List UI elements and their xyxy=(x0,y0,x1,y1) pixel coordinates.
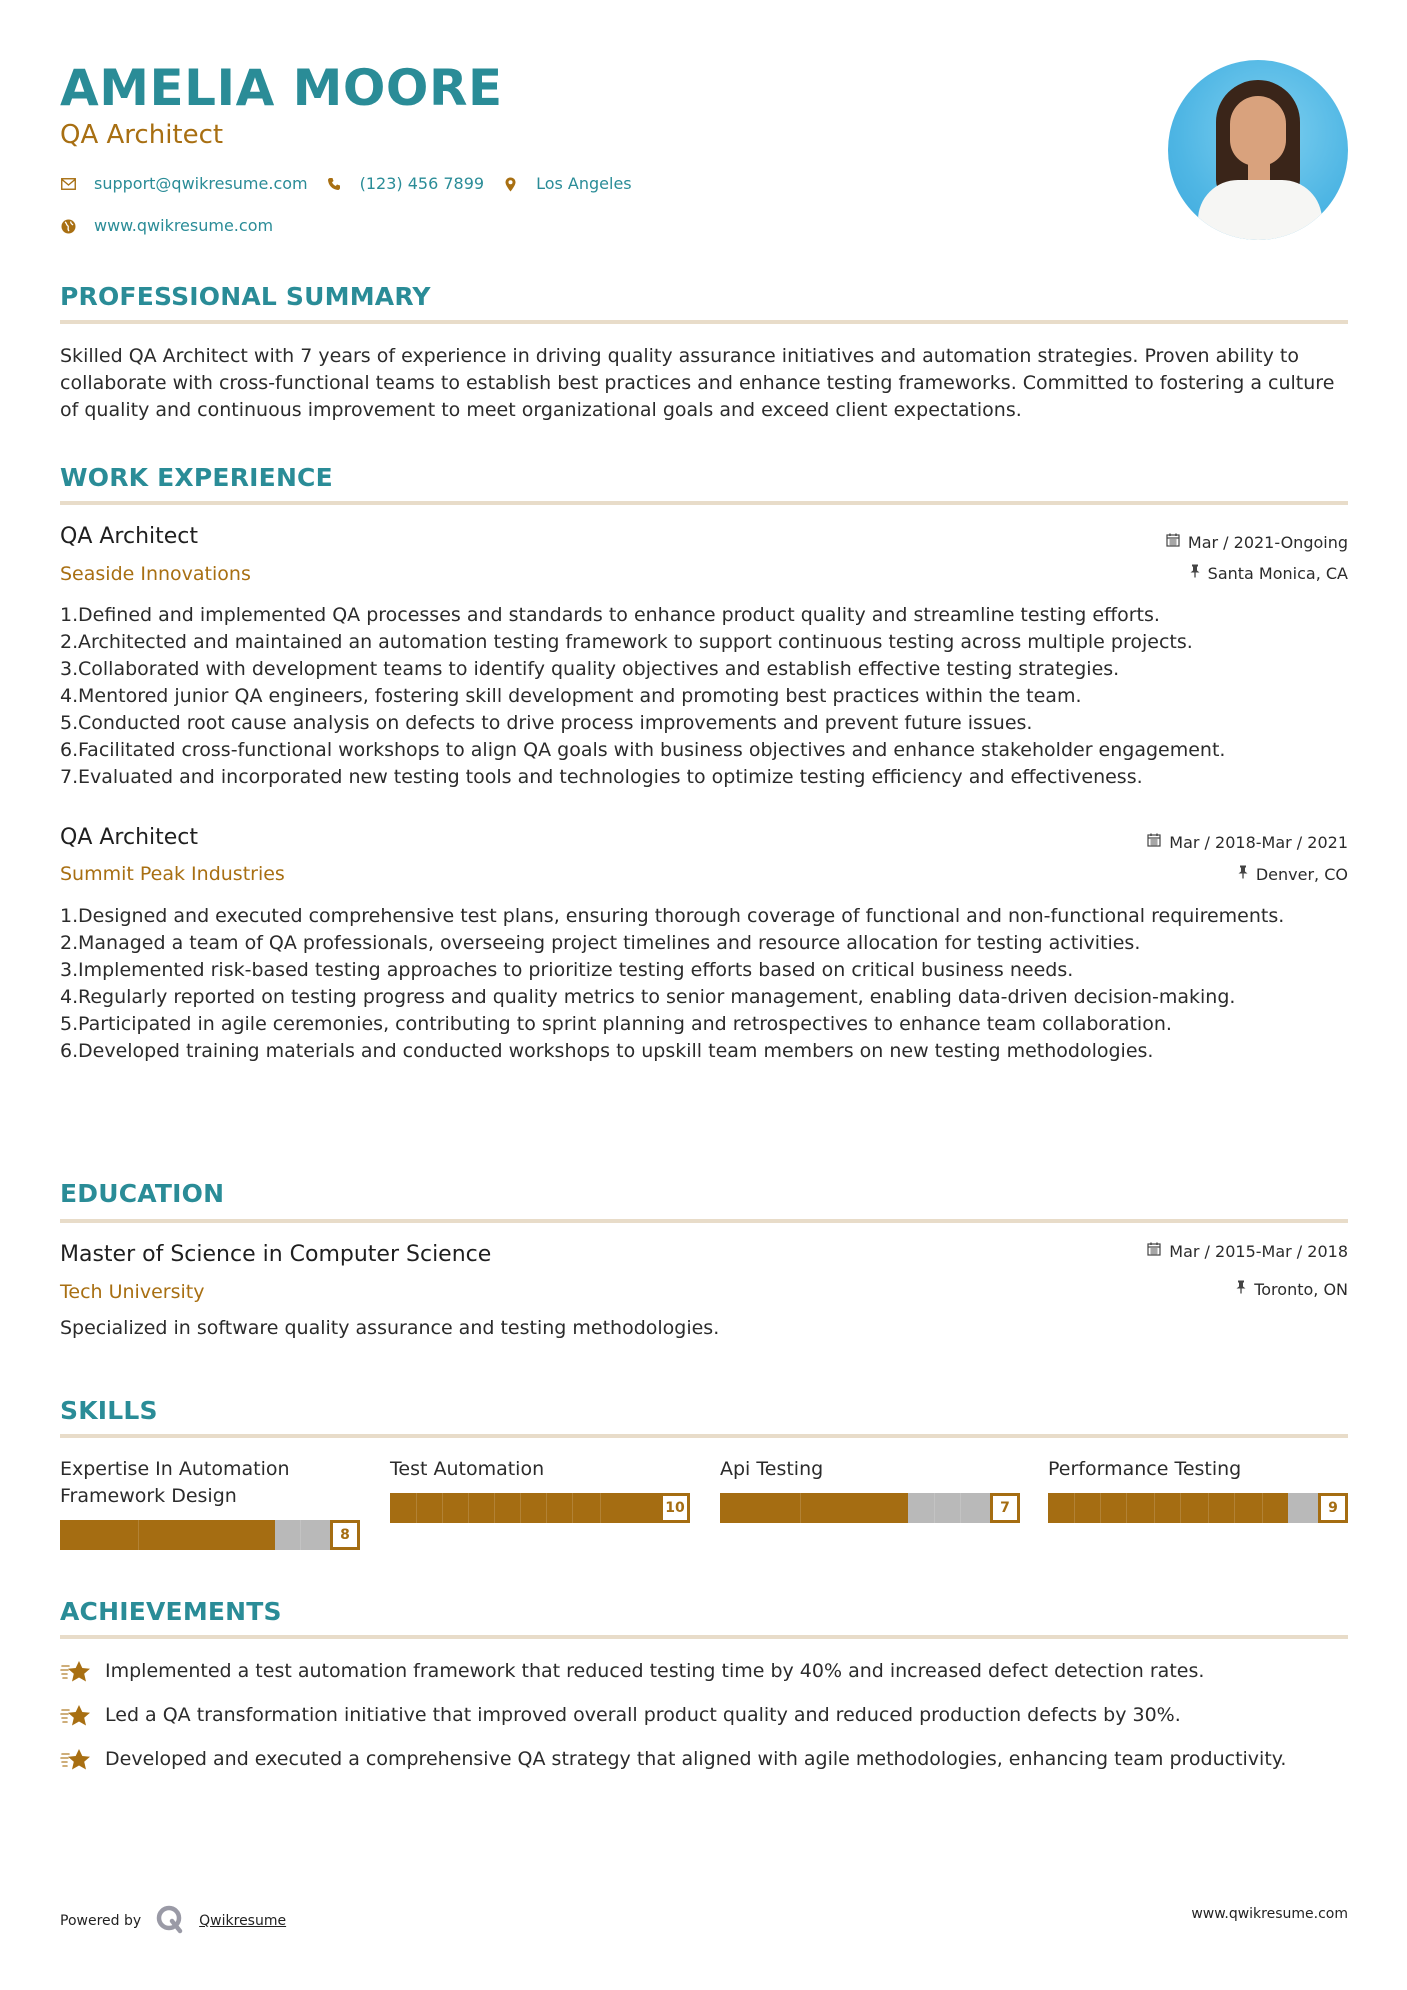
list-item: 1. Designed and executed comprehensive test plans, ensuring thorough coverage of functional and non-functional requirements. xyxy=(60,905,1285,927)
contact-row xyxy=(60,172,650,196)
list-item: 2. Managed a team of QA professionals, overseeing project timelines and resource allocation for testing activities. xyxy=(60,932,1141,954)
job-title: QA Architect xyxy=(60,524,199,549)
list-item: 5. Conducted root cause analysis on defects to drive process improvements and prevent future issues. xyxy=(60,712,1033,734)
skill-item xyxy=(1048,1456,1348,1516)
job-title: QA Architect xyxy=(60,825,199,850)
calendar-icon xyxy=(1166,532,1180,554)
envelope-icon xyxy=(60,176,76,192)
education-dates: Mar / 2015-Mar / 2018 xyxy=(1147,1241,1348,1263)
location-text: Los Angeles xyxy=(536,174,632,193)
section-heading-experience: WORK EXPERIENCE xyxy=(60,463,333,492)
education-location: Toronto, ON xyxy=(1236,1279,1348,1301)
skill-label: Api Testing xyxy=(720,1458,824,1480)
list-item: 3. Collaborated with development teams to identify quality objectives and establish effective testing strategies. xyxy=(60,658,1120,680)
skill-rating-bar xyxy=(1048,1493,1348,1523)
skill-item xyxy=(720,1456,1020,1516)
section-divider xyxy=(60,320,1348,324)
email-text[interactable]: support@qwikresume.com xyxy=(94,174,308,193)
star-achievement-icon xyxy=(60,1746,92,1773)
list-item: 7. Evaluated and incorporated new testing tools and technologies to optimize testing efficiency and effectiveness. xyxy=(60,766,1143,788)
phone-text[interactable]: (123) 456 7899 xyxy=(359,174,485,193)
list-item: 5. Participated in agile ceremonies, contributing to sprint planning and retrospectives to enhance team collaboration. xyxy=(60,1013,1172,1035)
qwikresume-link[interactable]: Qwikresume xyxy=(199,1913,287,1929)
skill-score: 8 xyxy=(330,1520,360,1550)
skill-score: 9 xyxy=(1318,1493,1348,1523)
profile-photo xyxy=(1168,60,1348,240)
globe-icon xyxy=(60,218,76,234)
powered-by-label: Powered by xyxy=(60,1913,142,1929)
section-divider xyxy=(60,1219,1348,1223)
pushpin-icon xyxy=(1190,563,1200,585)
phone-icon xyxy=(326,176,342,192)
achievement-text: Implemented a test automation framework that reduced testing time by 40% and increased defect detection rates. xyxy=(105,1660,1205,1682)
list-item: 3. Implemented risk-based testing approaches to prioritize testing efforts based on critical business needs. xyxy=(60,959,1074,981)
contact-website[interactable] xyxy=(60,214,273,238)
contact-row-2 xyxy=(60,214,291,238)
footer xyxy=(60,1900,1348,1930)
list-item: 6. Facilitated cross-functional workshops to align QA goals with business objectives and enhance stakeholder engagement. xyxy=(60,739,1226,761)
job-dates: Mar / 2021-Ongoing xyxy=(1166,532,1348,554)
pushpin-icon xyxy=(1238,864,1248,886)
star-achievement-icon xyxy=(60,1658,92,1685)
section-heading-summary: PROFESSIONAL SUMMARY xyxy=(60,282,431,311)
skill-rating-bar xyxy=(390,1493,690,1523)
contact-location xyxy=(502,172,632,196)
job-location: Denver, CO xyxy=(1238,864,1348,886)
candidate-name: AMELIA MOORE xyxy=(60,59,503,117)
achievement-text: Led a QA transformation initiative that improved overall product quality and reduced production defects by 30%. xyxy=(105,1704,1181,1726)
section-heading-skills: SKILLS xyxy=(60,1396,158,1425)
skills-grid xyxy=(60,1456,1348,1556)
company-name: Summit Peak Industries xyxy=(60,863,285,885)
achievement-item xyxy=(60,1658,1348,1685)
skill-label: Performance Testing xyxy=(1048,1458,1242,1480)
section-heading-achievements: ACHIEVEMENTS xyxy=(60,1597,282,1626)
website-text[interactable]: www.qwikresume.com xyxy=(94,216,274,235)
powered-by xyxy=(60,1904,286,1938)
list-item: 4. Regularly reported on testing progress and quality metrics to senior management, enabling data-driven decision-making. xyxy=(60,986,1236,1008)
school-name: Tech University xyxy=(60,1281,205,1303)
job-bullets xyxy=(60,903,1348,1065)
achievement-item xyxy=(60,1702,1348,1729)
list-item: 4. Mentored junior QA engineers, fostering skill development and promoting best practices within the team. xyxy=(60,685,1082,707)
job-bullets xyxy=(60,602,1348,791)
achievement-text: Developed and executed a comprehensive QA strategy that aligned with agile methodologies, enhancing team productivity. xyxy=(105,1748,1287,1770)
calendar-icon xyxy=(1147,832,1161,854)
skill-score: 7 xyxy=(990,1493,1020,1523)
list-item: 2. Architected and maintained an automation testing framework to support continuous testing across multiple projects. xyxy=(60,631,1193,653)
calendar-icon xyxy=(1147,1241,1161,1263)
map-marker-icon xyxy=(502,176,518,192)
job-location: Santa Monica, CA xyxy=(1190,563,1348,585)
candidate-title: QA Architect xyxy=(60,120,224,150)
resume-page xyxy=(60,0,1348,1990)
contact-email[interactable] xyxy=(60,172,308,196)
list-item: 6. Developed training materials and conducted workshops to upskill team members on new testing methodologies. xyxy=(60,1040,1154,1062)
company-name: Seaside Innovations xyxy=(60,563,251,585)
section-heading-education: EDUCATION xyxy=(60,1179,225,1208)
pushpin-icon xyxy=(1236,1279,1246,1301)
skill-label: Test Automation xyxy=(390,1458,545,1480)
footer-website[interactable]: www.qwikresume.com xyxy=(1191,1906,1348,1922)
section-divider xyxy=(60,1635,1348,1639)
contact-phone[interactable] xyxy=(326,172,484,196)
skill-label: Expertise In Automation Framework Design xyxy=(60,1458,290,1507)
skill-item xyxy=(390,1456,690,1516)
star-achievement-icon xyxy=(60,1702,92,1729)
education-description: Specialized in software quality assurance and testing methodologies. xyxy=(60,1317,720,1339)
skill-item xyxy=(60,1456,360,1543)
list-item: 1. Defined and implemented QA processes and standards to enhance product quality and streamline testing efforts. xyxy=(60,604,1160,626)
job-dates: Mar / 2018-Mar / 2021 xyxy=(1147,832,1348,854)
section-divider xyxy=(60,501,1348,505)
degree-title: Master of Science in Computer Science xyxy=(60,1242,492,1267)
achievement-item xyxy=(60,1746,1348,1773)
section-divider xyxy=(60,1434,1348,1438)
skill-score: 10 xyxy=(660,1493,690,1523)
summary-text: Skilled QA Architect with 7 years of experience in driving quality assurance initiatives and automation strategies. Proven ability to collaborate with cross-functional teams to establish best practices and enhance testing frameworks. Committed to fostering a culture of quality and continuous improvement to meet organizational goals and exceed client expectations. xyxy=(60,345,1335,421)
skill-rating-bar xyxy=(60,1520,360,1550)
skill-rating-bar xyxy=(720,1493,1020,1523)
qwikresume-logo-icon xyxy=(155,1904,185,1938)
